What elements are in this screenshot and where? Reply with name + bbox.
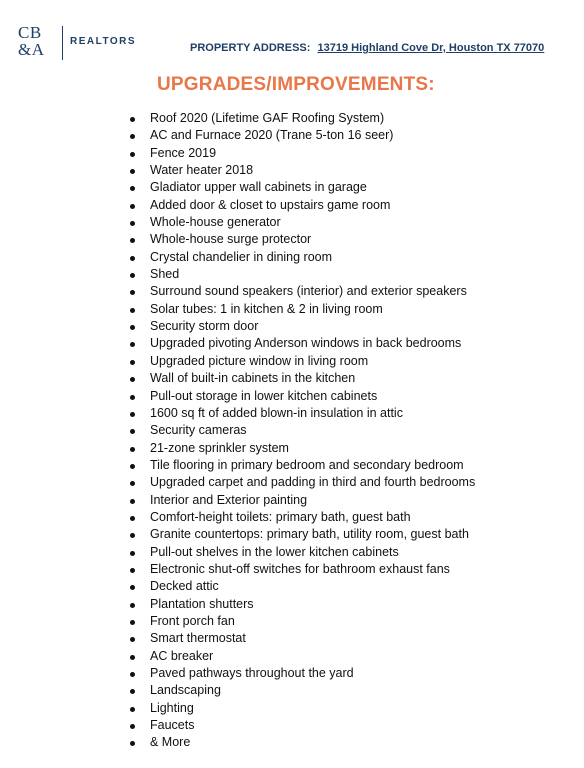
address-value: 13719 Highland Cove Dr, Houston TX 77070	[317, 42, 545, 54]
bullet-icon	[130, 342, 135, 347]
logo-monogram-line1: CB	[18, 23, 42, 42]
list-item-text: Wall of built-in cabinets in the kitchen	[150, 371, 356, 386]
list-item-text: Plantation shutters	[150, 596, 254, 611]
bullet-icon	[130, 707, 135, 712]
list-item-text: Surround sound speakers (interior) and exterior speakers	[150, 284, 467, 299]
list-item-text: Whole-house surge protector	[150, 232, 312, 247]
logo-wordmark: REALTORS	[70, 36, 137, 47]
list-item	[128, 353, 475, 370]
list-item	[128, 197, 475, 214]
list-item-text: Interior and Exterior painting	[150, 492, 308, 507]
list-item-text: Tile flooring in primary bedroom and secondary bedroom	[150, 457, 464, 472]
bullet-icon	[130, 117, 135, 122]
list-item-text: Upgraded picture window in living room	[150, 353, 369, 368]
list-item	[128, 734, 475, 751]
list-item	[128, 457, 475, 474]
list-item	[128, 648, 475, 665]
list-item-text: Upgraded pivoting Anderson windows in back bedrooms	[150, 336, 462, 351]
list-item	[128, 717, 475, 734]
bullet-icon	[130, 568, 135, 573]
list-item-text: Added door & closet to upstairs game room	[150, 197, 391, 212]
bullet-icon	[130, 395, 135, 400]
logo-monogram	[18, 24, 52, 58]
list-item	[128, 630, 475, 647]
upgrades-list	[128, 110, 475, 752]
list-item-text: Whole-house generator	[150, 215, 281, 230]
list-item-text: Electronic shut-off switches for bathroom exhaust fans	[150, 561, 450, 576]
bullet-icon	[130, 447, 135, 452]
bullet-icon	[130, 273, 135, 278]
list-item	[128, 613, 475, 630]
address-label: PROPERTY ADDRESS:	[190, 42, 311, 54]
page-title: UPGRADES/IMPROVEMENTS:	[157, 74, 435, 95]
list-item-text: Gladiator upper wall cabinets in garage	[150, 180, 367, 195]
list-item	[128, 474, 475, 491]
list-item-text: & More	[150, 735, 191, 750]
list-item-text: Decked attic	[150, 579, 219, 594]
list-item	[128, 249, 475, 266]
list-item-text: Granite countertops: primary bath, utility room, guest bath	[150, 527, 469, 542]
bullet-icon	[130, 134, 135, 139]
logo-monogram-line2: &A	[18, 40, 45, 59]
list-item	[128, 405, 475, 422]
list-item-text: Paved pathways throughout the yard	[150, 666, 354, 680]
bullet-icon	[130, 169, 135, 174]
bullet-icon	[130, 186, 135, 191]
list-item-text: Smart thermostat	[150, 631, 246, 646]
bullet-icon	[130, 377, 135, 382]
list-item-text: Crystal chandelier in dining room	[150, 249, 333, 264]
list-item	[128, 301, 475, 318]
bullet-icon	[130, 533, 135, 538]
list-item-text: Shed	[150, 267, 180, 282]
list-item-text: Lighting	[150, 700, 194, 715]
list-item-text: Faucets	[150, 718, 195, 733]
bullet-icon	[130, 204, 135, 209]
bullet-icon	[130, 464, 135, 469]
bullet-icon	[130, 499, 135, 504]
list-item	[128, 422, 475, 439]
list-item-text: Fence 2019	[150, 145, 217, 160]
bullet-icon	[130, 290, 135, 295]
list-item	[128, 127, 475, 144]
bullet-icon	[130, 481, 135, 486]
list-item	[128, 682, 475, 699]
bullet-icon	[130, 256, 135, 261]
list-item-text: 21-zone sprinkler system	[150, 440, 289, 455]
list-item	[128, 388, 475, 405]
bullet-icon	[130, 152, 135, 157]
bullet-icon	[130, 325, 135, 330]
list-item-text: Pull-out storage in lower kitchen cabinets	[150, 388, 378, 403]
list-item	[128, 700, 475, 717]
list-item	[128, 665, 475, 682]
property-address	[190, 42, 560, 54]
list-item	[128, 162, 475, 179]
logo-divider	[62, 26, 63, 60]
list-item-text: Water heater 2018	[150, 163, 254, 178]
bullet-icon	[130, 429, 135, 434]
list-item	[128, 231, 475, 248]
list-item	[128, 509, 475, 526]
bullet-icon	[130, 585, 135, 590]
list-item-text: Comfort-height toilets: primary bath, guest bath	[150, 509, 411, 524]
list-item	[128, 283, 475, 300]
bullet-icon	[130, 238, 135, 243]
list-item	[128, 214, 475, 231]
list-item-text: AC and Furnace 2020 (Trane 5-ton 16 seer)	[150, 128, 394, 143]
list-item-text: Security storm door	[150, 319, 259, 334]
list-item	[128, 370, 475, 387]
list-item-text: Front porch fan	[150, 613, 235, 628]
list-item	[128, 179, 475, 196]
bullet-icon	[130, 221, 135, 226]
list-item	[128, 526, 475, 543]
list-item	[128, 110, 475, 127]
bullet-icon	[130, 741, 135, 746]
bullet-icon	[130, 689, 135, 694]
bullet-icon	[130, 655, 135, 660]
list-item	[128, 492, 475, 509]
list-item	[128, 578, 475, 595]
bullet-icon	[130, 637, 135, 642]
bullet-icon	[130, 724, 135, 729]
bullet-icon	[130, 360, 135, 365]
bullet-icon	[130, 603, 135, 608]
bullet-icon	[130, 308, 135, 313]
list-item	[128, 544, 475, 561]
list-item	[128, 440, 475, 457]
list-item	[128, 561, 475, 578]
list-item	[128, 266, 475, 283]
list-item-text: Pull-out shelves in the lower kitchen cabinets	[150, 544, 399, 559]
realtor-logo	[18, 23, 137, 60]
bullet-icon	[130, 620, 135, 625]
list-item-text: Upgraded carpet and padding in third and fourth bedrooms	[150, 475, 476, 490]
bullet-icon	[130, 516, 135, 521]
bullet-icon	[130, 412, 135, 417]
list-item	[128, 318, 475, 335]
list-item-text: Roof 2020 (Lifetime GAF Roofing System)	[150, 111, 385, 125]
bullet-icon	[130, 551, 135, 556]
list-item-text: AC breaker	[150, 648, 214, 663]
list-item-text: Landscaping	[150, 683, 221, 698]
bullet-icon	[130, 672, 135, 677]
list-item-text: 1600 sq ft of added blown-in insulation in attic	[150, 405, 403, 420]
list-item-text: Security cameras	[150, 423, 247, 438]
list-item	[128, 335, 475, 352]
list-item	[128, 145, 475, 162]
list-item-text: Solar tubes: 1 in kitchen & 2 in living room	[150, 301, 383, 316]
list-item	[128, 596, 475, 613]
